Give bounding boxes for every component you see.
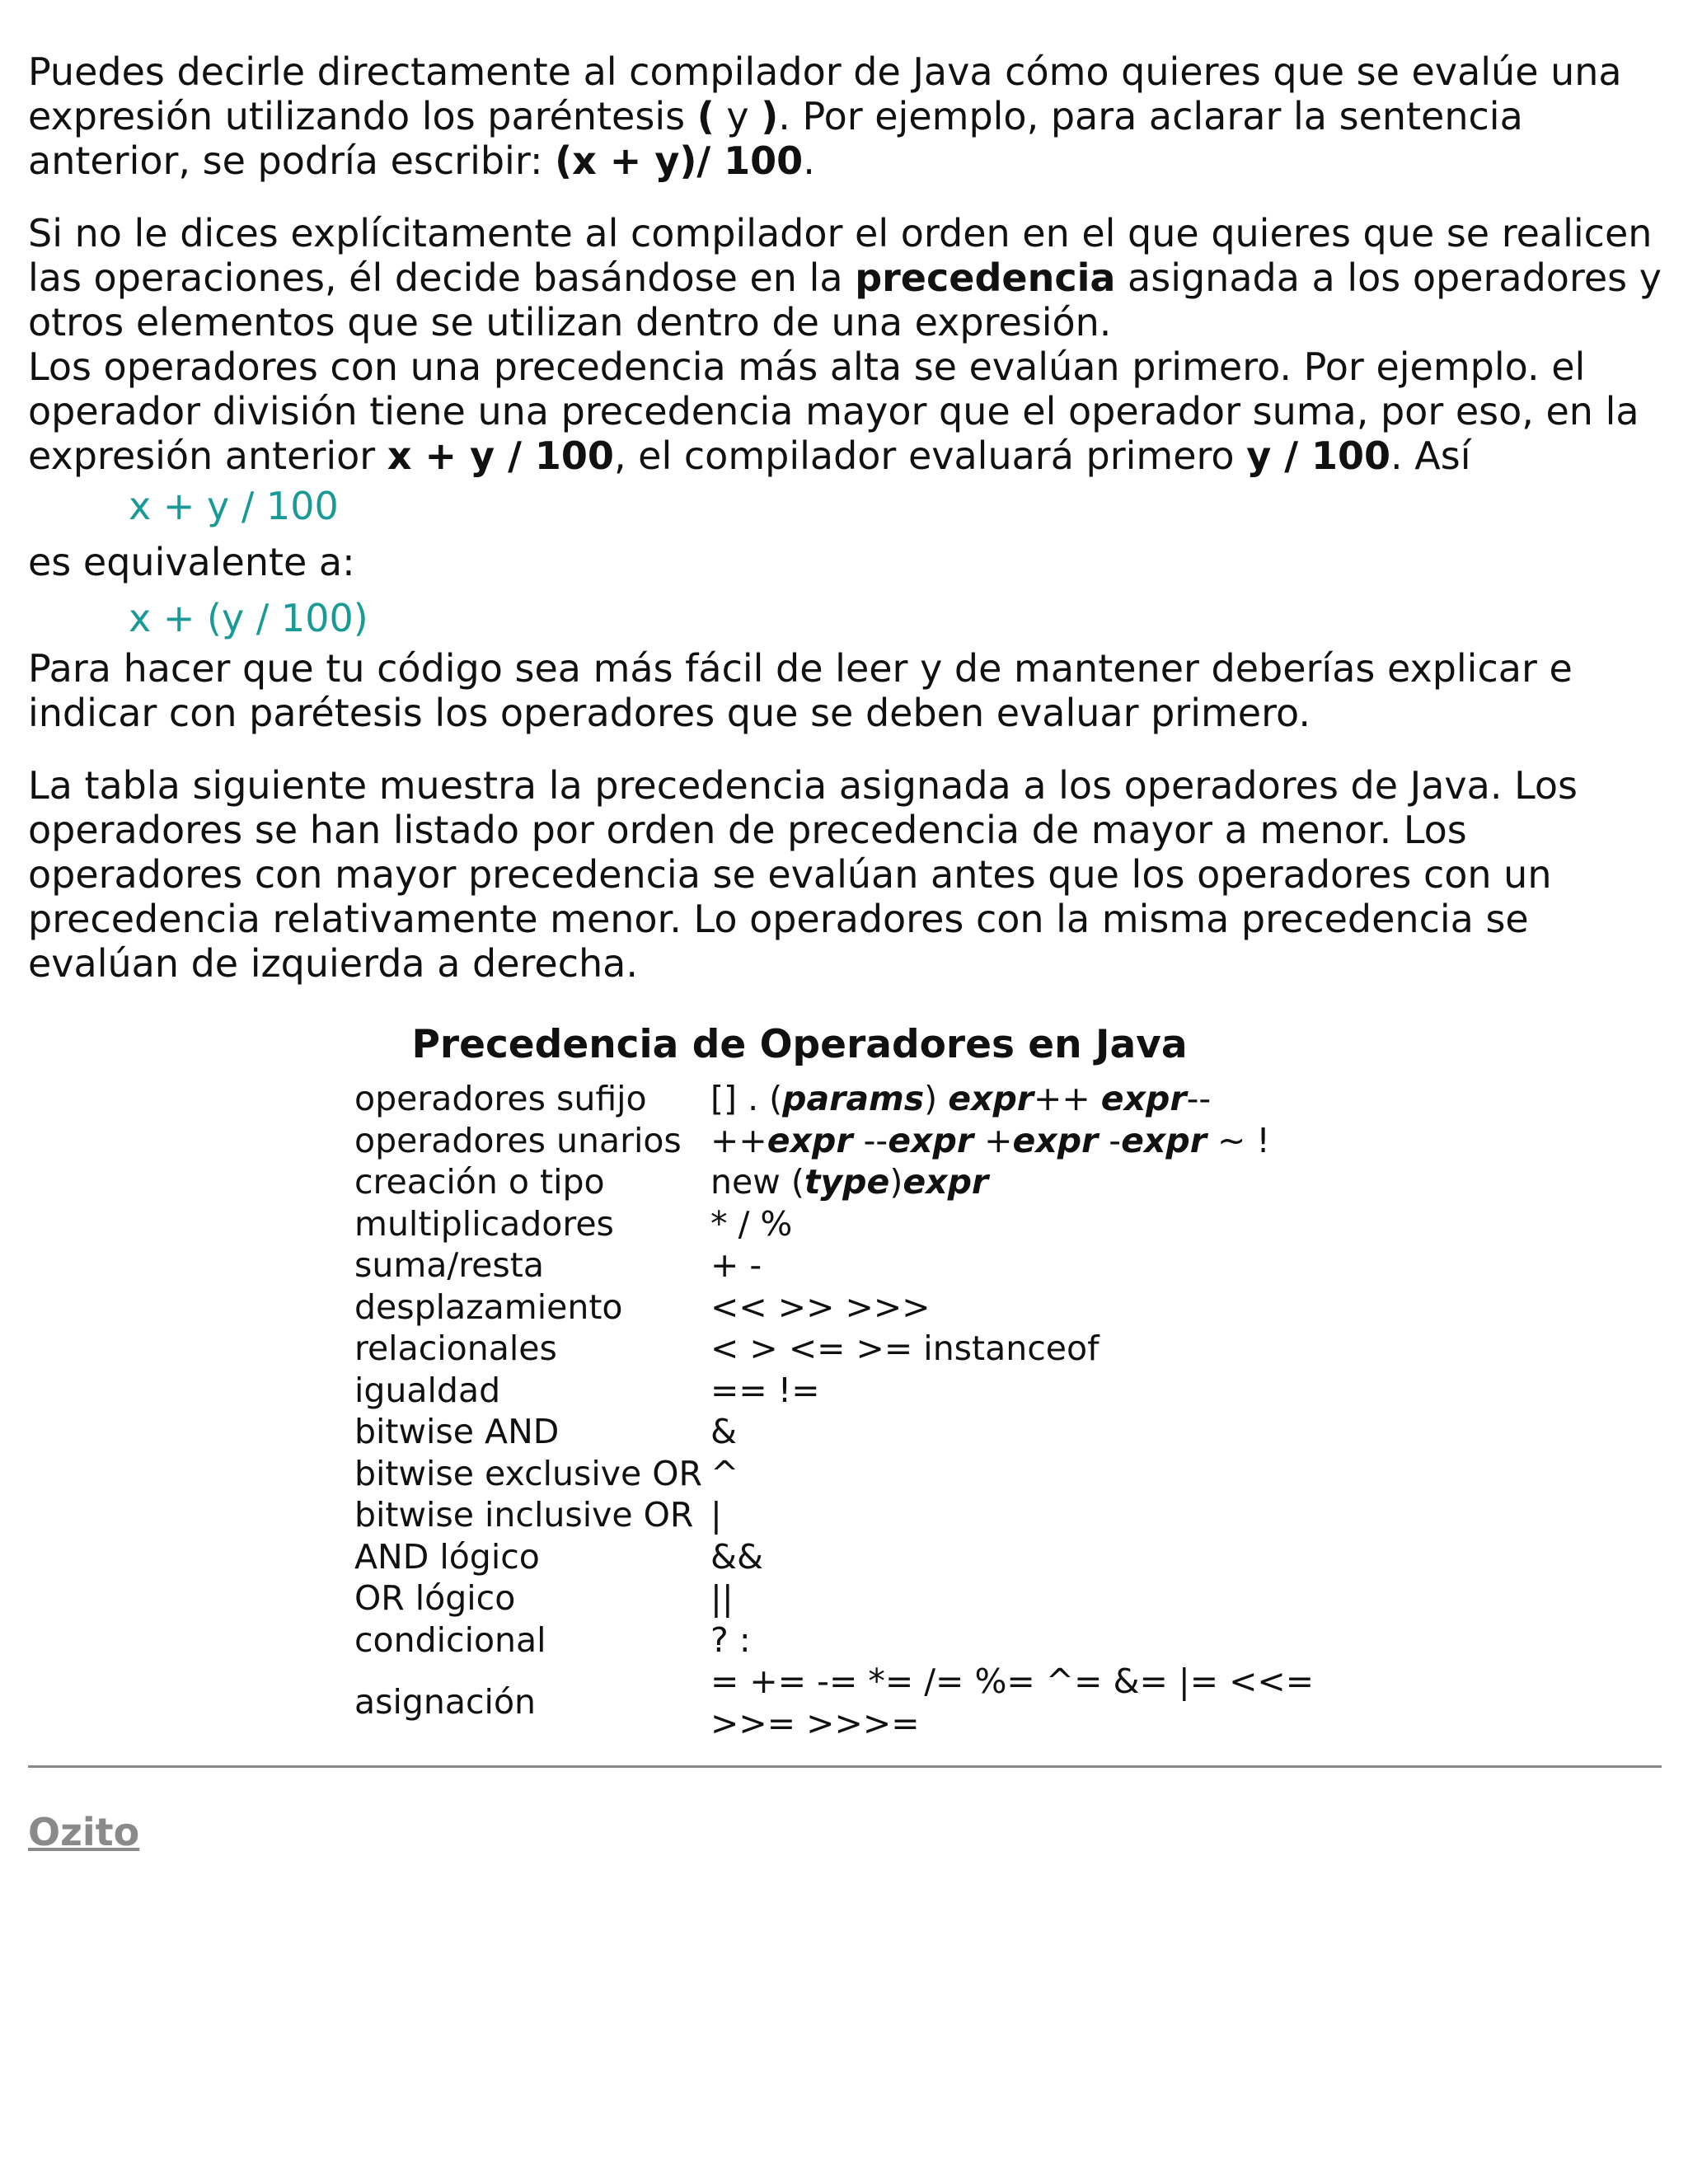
table-row xyxy=(354,1161,1314,1203)
paragraph-text: , el compilador evaluará primero xyxy=(613,434,1247,478)
operator-list xyxy=(710,1661,1314,1744)
horizontal-rule xyxy=(28,1765,1662,1768)
code-example-1: x + y / 100 xyxy=(129,484,339,528)
precedence-table xyxy=(354,1078,1314,1744)
operator-text: - xyxy=(1098,1120,1122,1160)
table-row xyxy=(354,1619,1314,1661)
table-row xyxy=(354,1577,1314,1619)
document-body xyxy=(28,49,1668,986)
operator-category: bitwise AND xyxy=(354,1412,560,1451)
operator-category: bitwise inclusive OR xyxy=(354,1495,694,1535)
paragraph-text: y xyxy=(714,94,762,138)
table-row xyxy=(354,1370,1314,1412)
paragraph-precedence-example xyxy=(28,344,1668,478)
precedence-table-section xyxy=(354,1022,1343,1744)
operator-text: ) xyxy=(924,1079,949,1118)
operator-text: -- xyxy=(852,1120,889,1160)
operator-placeholder: expr xyxy=(903,1162,989,1202)
paragraph-readability: Para hacer que tu código sea más fácil de leer y de mantener deberías explicar e indicar con parétesis los operadores que se deben evaluar primero. xyxy=(28,646,1573,735)
operator-category: creación o tipo xyxy=(354,1162,605,1202)
operator-category: relacionales xyxy=(354,1329,557,1368)
table-row xyxy=(354,1411,1314,1453)
operator-list: | xyxy=(710,1495,722,1535)
table-row xyxy=(354,1494,1314,1536)
open-paren-bold: ( xyxy=(696,94,715,138)
operator-category: OR lógico xyxy=(354,1578,516,1618)
paragraph-parentheses xyxy=(28,49,1668,183)
table-row xyxy=(354,1203,1314,1245)
operator-category: multiplicadores xyxy=(354,1203,614,1244)
operator-list: ? : xyxy=(710,1619,751,1660)
table-row xyxy=(354,1120,1314,1162)
ozito-link[interactable]: Ozito xyxy=(28,1810,140,1854)
operator-placeholder: params xyxy=(782,1079,925,1118)
operator-placeholder: type xyxy=(804,1162,890,1202)
operator-category: condicional xyxy=(354,1619,546,1660)
operator-line: >>= >>>= xyxy=(710,1703,920,1743)
paragraph-text: . Así xyxy=(1390,434,1471,478)
operator-category: desplazamiento xyxy=(354,1286,623,1327)
expression-bold: y / 100 xyxy=(1246,434,1391,478)
operator-placeholder: expr xyxy=(1100,1079,1187,1118)
operator-category: igualdad xyxy=(354,1370,501,1410)
paragraph-precedence-intro xyxy=(28,211,1668,344)
table-row xyxy=(354,1536,1314,1578)
operator-placeholder: expr xyxy=(948,1079,1034,1118)
operator-placeholder: expr xyxy=(1012,1120,1099,1160)
operator-text: ~ ! xyxy=(1206,1120,1270,1160)
operator-text: ) xyxy=(889,1162,903,1202)
operator-text: ++ xyxy=(1034,1079,1101,1118)
table-title: Precedencia de Operadores en Java xyxy=(411,1022,1188,1067)
example-expression-bold: (x + y)/ 100 xyxy=(555,138,804,183)
precedence-term-bold: precedencia xyxy=(855,255,1116,300)
operator-category: AND lógico xyxy=(354,1536,540,1577)
paragraph-text: Puedes decirle directamente al compilador de Java cómo quieres que se evalúe una expresión utilizando los paréntesis xyxy=(28,49,1622,138)
operator-list: && xyxy=(710,1536,763,1577)
operator-list: ^ xyxy=(710,1453,739,1493)
operator-list: & xyxy=(710,1412,738,1451)
operator-list: + - xyxy=(710,1245,762,1285)
paragraph-text: asignada a los operadores y otros elementos que se utilizan dentro de una expresión. xyxy=(28,255,1662,344)
expression-bold: x + y / 100 xyxy=(387,434,614,478)
paragraph-text: . Por ejemplo, para aclarar la sentencia anterior, se podría escribir: xyxy=(28,94,1523,183)
operator-category: bitwise exclusive OR xyxy=(354,1453,703,1493)
table-row xyxy=(354,1453,1314,1495)
operator-list: == != xyxy=(710,1370,820,1410)
operator-text: [] . ( xyxy=(710,1079,783,1118)
operator-text: new ( xyxy=(710,1162,804,1202)
operator-list xyxy=(710,1078,1314,1120)
equivalent-text: es equivalente a: xyxy=(28,540,355,584)
paragraph-table-intro: La tabla siguiente muestra la precedencia asignada a los operadores de Java. Los operadores se han listado por orden de precedencia de mayor a menor. Los operadores con mayor precedencia se evalúan antes que los operadores con un precedencia relativamente menor. Lo operadores con la misma precedencia se evalúan de izquierda a derecha. xyxy=(28,763,1578,986)
operator-list: * / % xyxy=(710,1203,793,1244)
paragraph-text: Los operadores con una precedencia más alta se evalúan primero. Por ejemplo. el operador división tiene una precedencia mayor que el operador suma, por eso, en la expresión anterior xyxy=(28,344,1639,478)
operator-text: + xyxy=(973,1120,1013,1160)
close-paren-bold: ) xyxy=(761,94,779,138)
operator-category: asignación xyxy=(354,1682,537,1722)
operator-list xyxy=(710,1120,1314,1162)
operator-list: || xyxy=(710,1578,734,1618)
table-row xyxy=(354,1661,1314,1744)
operator-category: suma/resta xyxy=(354,1245,544,1285)
code-example-2: x + (y / 100) xyxy=(129,596,368,640)
operator-category: operadores sufijo xyxy=(354,1079,647,1118)
paragraph-text: Si no le dices explícitamente al compilador el orden en el que quieres que se realicen las operaciones, él decide basándose en la xyxy=(28,211,1653,300)
operator-list: < > <= >= instanceof xyxy=(710,1329,1100,1368)
operator-line: = += -= *= /= %= ^= &= |= <<= xyxy=(710,1661,1315,1701)
table-row xyxy=(354,1244,1314,1286)
table-row xyxy=(354,1078,1314,1120)
table-row xyxy=(354,1286,1314,1329)
paragraph-text: . xyxy=(803,138,815,183)
operator-text: ++ xyxy=(710,1120,767,1160)
operator-text: -- xyxy=(1186,1079,1212,1118)
operator-list: << >> >>> xyxy=(710,1286,931,1327)
operator-placeholder: expr xyxy=(767,1120,853,1160)
table-row xyxy=(354,1328,1314,1370)
operator-list xyxy=(710,1161,1314,1203)
operator-placeholder: expr xyxy=(888,1120,974,1160)
operator-category: operadores unarios xyxy=(354,1120,682,1160)
operator-placeholder: expr xyxy=(1121,1120,1207,1160)
